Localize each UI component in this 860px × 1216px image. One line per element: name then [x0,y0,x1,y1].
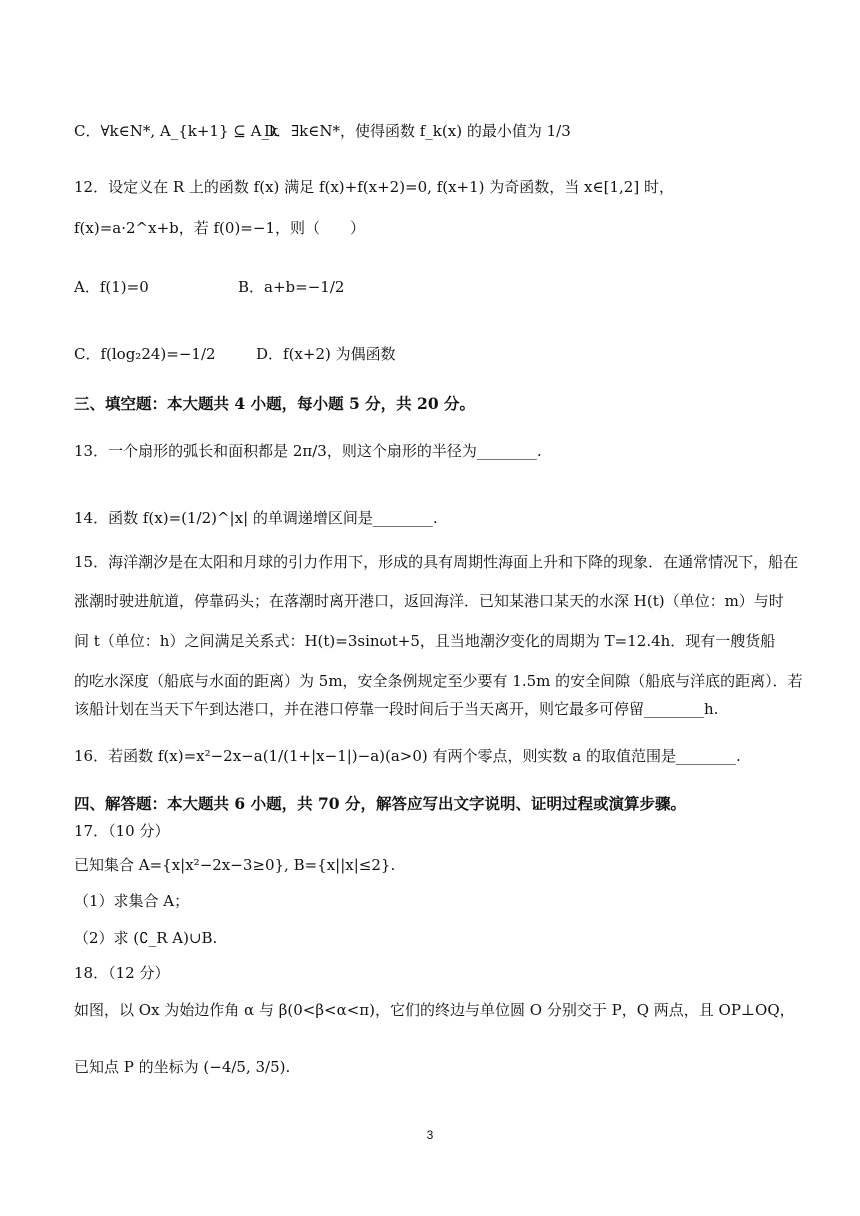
q18-stem-line2: 已知点 P 的坐标为 (−4/5, 3/5). [74,1058,291,1076]
q15-line2: 涨潮时驶进航道，停靠码头；在落潮时离开港口，返回海洋．已知某港口某天的水深 H(t)（单位：m）与时 [74,592,784,610]
q11-option-c: C．∀k∈N*, A_{k+1} ⊆ A_k [74,122,279,140]
section-3-heading: 三、填空题：本大题共 4 小题，每小题 5 分，共 20 分。 [74,394,476,413]
q14: 14．函数 f(x)=(1/2)^|x| 的单调递增区间是________. [74,509,438,527]
q12-option-c: C．f(log₂24)=−1/2 [74,345,216,363]
q15-line1: 15．海洋潮汐是在太阳和月球的引力作用下，形成的具有周期性海面上升和下降的现象．在通常情况下，船在 [74,553,799,571]
q17-stem: 已知集合 A={x|x²−2x−3≥0}, B={x||x|≤2}. [74,856,396,874]
section-4-heading: 四、解答题：本大题共 6 小题，共 70 分，解答应写出文字说明、证明过程或演算步骤。 [74,794,686,813]
q15-line3: 间 t（单位：h）之间满足关系式：H(t)=3sinωt+5，且当地潮汐变化的周期为 T=12.4h．现有一艘货船 [74,632,776,650]
q18-stem-line1: 如图，以 Ox 为始边作角 α 与 β(0<β<α<π)，它们的终边与单位圆 O 分别交于 P，Q 两点，且 OP⊥OQ， [74,1001,795,1019]
q13: 13．一个扇形的弧长和面积都是 2π/3，则这个扇形的半径为________. [74,442,542,460]
q12-option-a: A．f(1)=0 [74,278,149,296]
q17-heading: 17．（10 分） [74,822,170,840]
q18-heading: 18．（12 分） [74,964,170,982]
q12-stem-line2: f(x)=a·2^x+b，若 f(0)=−1，则（ ） [74,219,365,237]
q15-line4: 的吃水深度（船底与水面的距离）为 5m，安全条例规定至少要有 1.5m 的安全间隙（船底与洋底的距离）．若 [74,672,803,690]
q11-option-d: D．∃k∈N*，使得函数 f_k(x) 的最小值为 1/3 [264,122,571,140]
q16: 16．若函数 f(x)=x²−2x−a(1/(1+|x−1|)−a)(a>0) 有两个零点，则实数 a 的取值范围是________. [74,747,741,765]
q15-line5: 该船计划在当天下午到达港口，并在港口停靠一段时间后于当天离开，则它最多可停留________h. [74,700,719,718]
q12-option-b: B．a+b=−1/2 [238,278,345,296]
q17-part1: （1）求集合 A； [74,892,190,910]
page-number: 3 [426,1128,434,1142]
q12-stem-line1: 12．设定义在 R 上的函数 f(x) 满足 f(x)+f(x+2)=0, f(x+1) 为奇函数，当 x∈[1,2] 时， [74,178,674,196]
q12-option-d: D．f(x+2) 为偶函数 [256,345,396,363]
q17-part2: （2）求 (∁_R A)∪B. [74,929,218,947]
